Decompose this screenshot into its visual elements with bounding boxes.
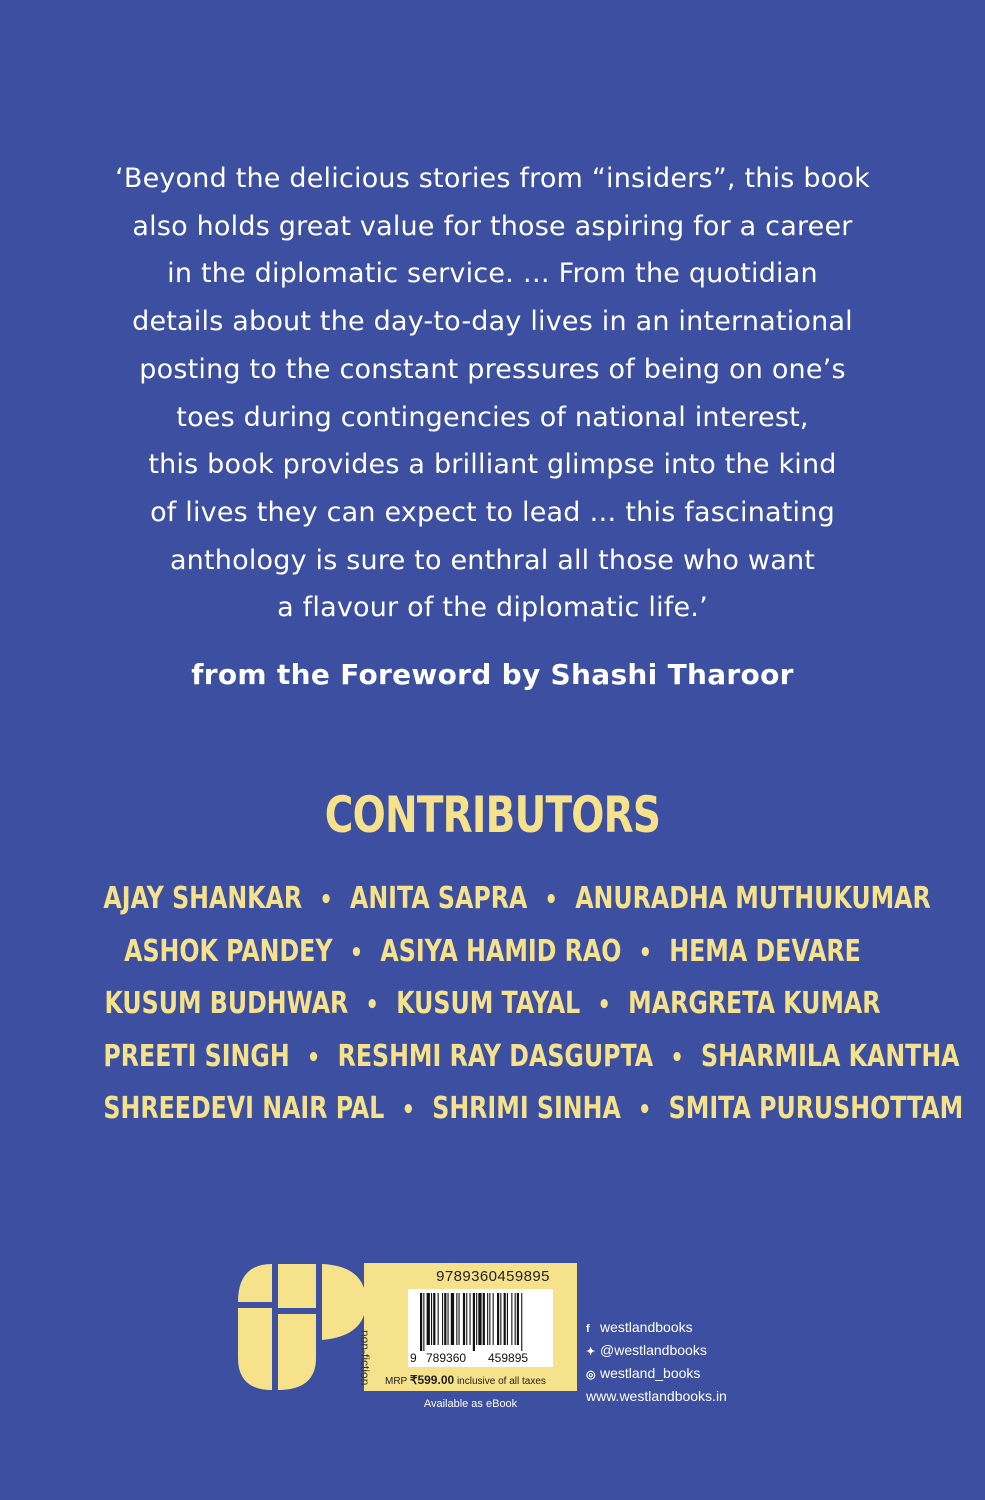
barcode-digit-group: 789360 [426, 1351, 467, 1365]
barcode-bar [517, 1293, 519, 1345]
foreword-quote [80, 155, 905, 632]
barcode-bar [483, 1293, 485, 1345]
contributor-name: KUSUM TAYAL [396, 986, 581, 1021]
barcode-bar [473, 1293, 475, 1351]
twitter-icon: ✦ [586, 1346, 596, 1358]
publisher-logo-icon [236, 1262, 368, 1394]
mrp-label: MRP [385, 1376, 408, 1387]
quote-line: in the diplomatic service. … From the quotidian [167, 258, 818, 290]
barcode-bar [438, 1293, 439, 1345]
contributor-name: HEMA DEVARE [669, 933, 861, 969]
barcode-bar [463, 1293, 465, 1345]
barcode-digits [410, 1351, 552, 1365]
contributor-name: ANITA SAPRA [350, 881, 528, 916]
barcode-bar [507, 1293, 508, 1345]
contributor-name: ASHOK PANDEY [124, 933, 333, 969]
isbn-number: 9789360459895 [436, 1268, 550, 1285]
barcode-bar [431, 1293, 432, 1345]
contributors-row [103, 873, 931, 926]
barcode-bar [500, 1293, 501, 1345]
barcode-digit-group: 9 [410, 1351, 417, 1365]
separator-bullet: • [349, 937, 364, 968]
barcode-bar [420, 1293, 422, 1351]
barcode-bar [466, 1293, 467, 1345]
barcode-digit-group: 459895 [488, 1351, 529, 1365]
contributor-name: KUSUM BUDHWAR [104, 986, 349, 1021]
quote-line: toes during contingencies of national interest, [176, 401, 809, 433]
contributor-name: SMITA PURUSHOTTAM [668, 1091, 964, 1126]
ebook-note: Available as eBook [423, 1398, 518, 1410]
separator-bullet: • [401, 1095, 415, 1125]
separator-bullet: • [597, 990, 611, 1020]
contributor-name: SHREEDEVI NAIR PAL [103, 1091, 385, 1126]
separator-bullet: • [638, 1095, 652, 1125]
barcode-bar [470, 1293, 471, 1345]
barcode-bar [476, 1293, 477, 1345]
separator-bullet: • [544, 885, 558, 915]
instagram-icon: ◎ [586, 1369, 596, 1381]
social-handle: westlandbooks [600, 1319, 693, 1335]
barcode-bar [423, 1293, 424, 1351]
contributor-name: ANURADHA MUTHUKUMAR [575, 881, 931, 916]
barcode-bar [521, 1293, 522, 1351]
barcode-bar [456, 1293, 457, 1345]
mrp-note: inclusive of all taxes [456, 1376, 546, 1387]
quote-line: this book provides a brilliant glimpse into the kind [148, 449, 837, 481]
social-twitter [586, 1340, 727, 1363]
contributors-row [103, 1031, 960, 1084]
quote-line: anthology is sure to enthral all those who want [169, 544, 816, 576]
barcode-bar [433, 1293, 435, 1345]
barcode-bar [515, 1293, 516, 1345]
social-facebook [586, 1317, 727, 1340]
publisher-website: www.westlandbooks.in [586, 1388, 727, 1404]
barcode-bar [478, 1293, 481, 1345]
barcode-bar [489, 1293, 490, 1345]
separator-bullet: • [365, 990, 379, 1020]
separator-bullet: • [319, 885, 333, 915]
contributor-name: PREETI SINGH [103, 1038, 290, 1074]
contributors-list [0, 873, 985, 1136]
quote-line: posting to the constant pressures of being on one’s [139, 353, 846, 385]
barcode-bar [459, 1293, 460, 1345]
separator-bullet: • [638, 937, 652, 968]
facebook-icon: f [586, 1323, 590, 1335]
barcode-bar [451, 1293, 454, 1345]
contributor-name: RESHMI RAY DASGUPTA [337, 1038, 654, 1074]
barcode-icon [418, 1293, 546, 1351]
contributors-row [103, 978, 881, 1031]
separator-bullet: • [670, 1042, 684, 1073]
contributor-name: SHRIMI SINHA [432, 1091, 621, 1126]
barcode-bar [504, 1293, 506, 1345]
social-handle: westland_books [600, 1365, 701, 1381]
mrp-value: ₹599.00 [409, 1373, 455, 1387]
barcode-bar [448, 1293, 449, 1345]
quote-line: details about the day-to-day lives in an international [132, 306, 853, 338]
contributors-row [103, 926, 881, 979]
contributor-name: ASIYA HAMID RAO [380, 933, 622, 969]
separator-bullet: • [307, 1042, 321, 1073]
barcode-bar [497, 1293, 499, 1345]
contributor-name: AJAY SHANKAR [103, 881, 303, 916]
publisher-social-links [586, 1317, 727, 1407]
quote-attribution: from the Foreword by Shashi Tharoor [191, 658, 794, 691]
social-instagram [586, 1363, 727, 1386]
barcode-bar [427, 1293, 430, 1345]
contributor-name: MARGRETA KUMAR [628, 986, 881, 1021]
barcode-bar [444, 1293, 446, 1345]
price-line [385, 1373, 546, 1387]
contributors-row [103, 1083, 964, 1136]
social-handle: @westlandbooks [600, 1342, 707, 1358]
quote-line: ‘Beyond the delicious stories from “insiders”, this book [115, 163, 870, 194]
barcode-bar [511, 1293, 512, 1345]
quote-line: a flavour of the diplomatic life.’ [277, 592, 708, 624]
category-label: non-fiction [358, 1330, 372, 1386]
quote-line: of lives they can expect to lead … this fascinating [150, 496, 835, 528]
barcode-bar [493, 1293, 494, 1345]
barcode-bar [487, 1293, 488, 1345]
contributors-heading: CONTRIBUTORS [324, 786, 661, 844]
contributor-name: SHARMILA KANTHA [701, 1038, 960, 1074]
barcode-bar [442, 1293, 443, 1345]
quote-line: also holds great value for those aspiring for a career [132, 210, 853, 242]
